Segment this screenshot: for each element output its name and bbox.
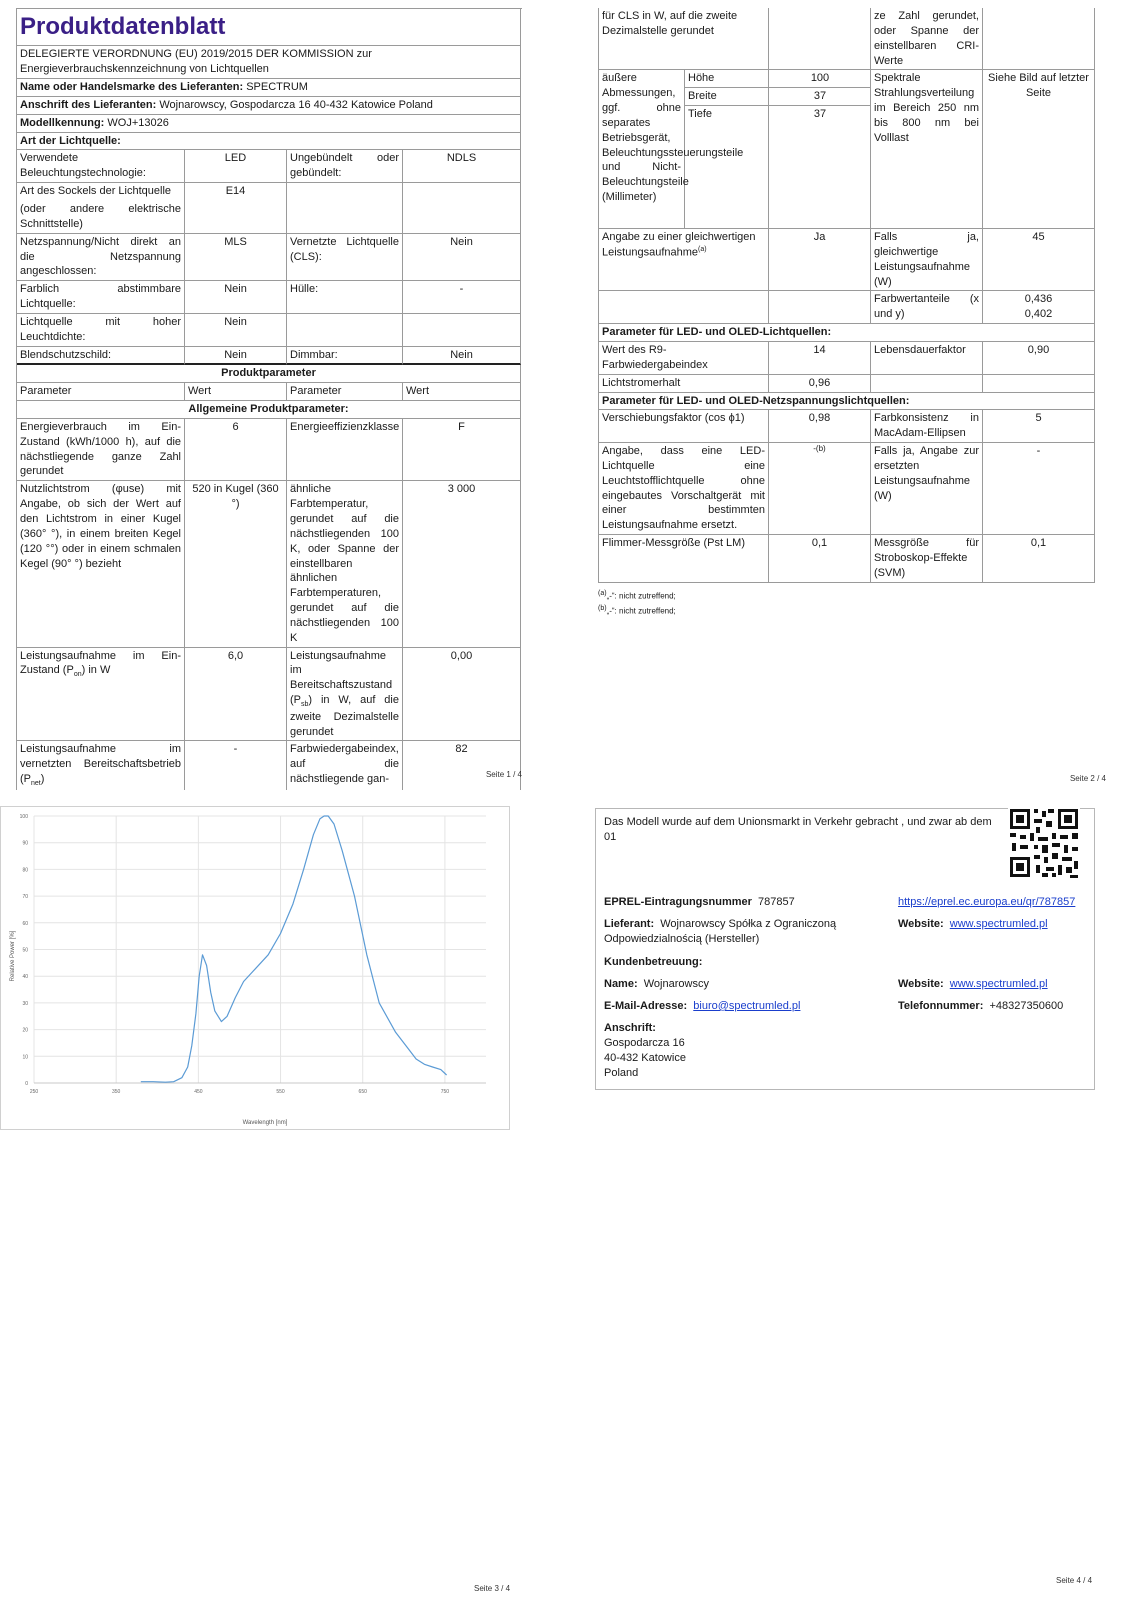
x-tick-label: 350: [112, 1089, 121, 1095]
bundled-label: Ungebündelt oder gebündelt:: [287, 150, 403, 183]
width-value: 37: [769, 88, 871, 106]
flicker-label: Flimmer-Messgröße (Pst LM): [599, 535, 769, 583]
footnote-b: [598, 604, 1106, 617]
lifetime-value: 0,90: [983, 342, 1095, 375]
footnote-a-mark: (a): [598, 589, 607, 597]
eprel-label: EPREL-Eintragungsnummer: [604, 896, 752, 908]
empty-cell: [983, 375, 1095, 393]
mains-label: Netzspannung/Nicht direkt an die Netzspannung angeschlossen:: [17, 234, 185, 282]
chromaticity-x: 0,436: [1024, 293, 1053, 306]
flicker-value: 0,1: [769, 535, 871, 583]
empty-cell: [983, 8, 1095, 70]
spectral-label: Spektrale Strahlungsverteilung im Bereich 250 nm bis 800 nm bei Volllast: [871, 70, 983, 229]
phone-label: Telefonnummer:: [898, 1000, 984, 1012]
address-line-3: Poland: [604, 1066, 639, 1079]
qr-code-icon: [1008, 807, 1080, 879]
x-tick-label: 650: [358, 1089, 367, 1095]
shell-label: Hülle:: [287, 281, 403, 314]
cct-value: 3 000: [403, 481, 521, 647]
width-label: Breite: [685, 88, 769, 106]
socket-label: [17, 183, 185, 234]
header-value: Wert: [185, 383, 287, 401]
equivalent-power-label: [599, 229, 769, 291]
eprel-link[interactable]: https://eprel.ec.europa.eu/qr/787857: [898, 896, 1076, 908]
y-tick-label: 60: [22, 920, 28, 927]
equivalent-power-text: Angabe zu einer gleichwertigen Leistungsaufnahme: [602, 231, 756, 259]
pnet-text: Leistungsaufnahme im vernetzten Bereitschaftsbetrieb (P: [20, 743, 181, 786]
model-row: [17, 115, 521, 133]
height-value: 100: [769, 70, 871, 88]
page-2: [598, 8, 1106, 783]
chromaticity-y: 0,402: [1024, 308, 1053, 321]
displacement-factor-value: 0,98: [769, 410, 871, 443]
replacement-power-value: -: [983, 443, 1095, 535]
y-axis-label: Relative Power [%]: [10, 930, 16, 982]
flux-label: Nutzlichtstrom (φuse) mit Angabe, ob sich der Wert auf den Lichtstrom in einer Kugel (360° °), in einem breiten Kegel (120 °°) oder in einem schmalen Kegel (90° °) bezieht: [17, 481, 185, 647]
y-tick-label: 20: [22, 1027, 28, 1034]
header-parameter: Parameter: [17, 383, 185, 401]
depth-value: 37: [813, 108, 827, 121]
footnote-a: [598, 589, 1106, 602]
stroboscopic-value: 0,1: [983, 535, 1095, 583]
footnote-b-text: „-“: nicht zutreffend;: [606, 606, 676, 616]
website2-link[interactable]: www.spectrumled.pl: [949, 978, 1048, 990]
website-link[interactable]: www.spectrumled.pl: [949, 918, 1048, 930]
y-tick-label: 10: [22, 1054, 28, 1061]
chart-border: [1, 807, 510, 1130]
customer-service-heading: Kundenbetreuung:: [604, 956, 703, 968]
x-tick-label: 750: [440, 1089, 450, 1095]
y-tick-label: 70: [22, 894, 28, 901]
empty-cell: [403, 183, 521, 234]
supplier-label: Lieferant:: [604, 918, 655, 930]
phone-value: +48327350600: [989, 1000, 1064, 1012]
displacement-factor-label: Verschiebungsfaktor (cos ϕ1): [599, 410, 769, 443]
pon-text: Leistungsaufnahme im Ein-Zustand (P: [20, 649, 181, 677]
model-value: WOJ+13026: [107, 116, 169, 129]
phone-row: [898, 999, 1063, 1014]
macadam-label: Farbkonsistenz in MacAdam-Ellipsen: [871, 410, 983, 443]
psb-label: [287, 648, 403, 742]
cri-value: 82: [403, 741, 521, 789]
dimensions-label: äußere Abmessungen, ggf. ohne separates Betriebsgerät, Beleuchtungssteuerungsteile und Nicht-Beleuchtungsteile (Millimeter): [599, 70, 685, 229]
psb-text: Leistungsaufnahme im Bereitschaftszustand (P: [290, 649, 393, 707]
equivalent-power-watt-label: Falls ja, gleichwertige Leistungsaufnahme (W): [871, 229, 983, 291]
glare-value: Nein: [185, 347, 287, 366]
pon-text-2: ) in W: [81, 664, 111, 677]
empty-cell: [769, 8, 871, 70]
energy-class-label: Energieeffizienzklasse: [287, 419, 403, 481]
product-parameters-heading: Produktparameter: [17, 365, 521, 383]
psb-subscript: sb: [301, 701, 309, 709]
pnet-text-2: ): [40, 773, 45, 786]
replacement-value: -(b): [769, 443, 871, 535]
chromaticity-value: [983, 291, 1095, 324]
model-label: Modellkennung:: [20, 116, 105, 129]
x-axis-label: Wavelength [nm]: [242, 1120, 288, 1126]
page-4: [595, 808, 1105, 1098]
replacement-label: Angabe, dass eine LED-Lichtquelle eine Leuchtstofflichtquelle ohne eingebautes Vorschaltgerät mit einer bestimmten Leistungsaufnahme ersetzt.: [599, 443, 769, 535]
pnet-label: [17, 741, 185, 789]
psb-text-2: ) in W, auf die zweite Dezimalstelle gerundet: [290, 694, 399, 738]
supplier-value: Wojnarowscy Spółka z Ograniczoną Odpowiedzialnością (Hersteller): [604, 918, 837, 945]
r9-value: 14: [769, 342, 871, 375]
lifetime-label: Lebensdauerfaktor: [871, 342, 983, 375]
x-tick-label: 450: [194, 1089, 203, 1095]
tech-label: Verwendete Beleuchtungstechnologie:: [17, 150, 185, 183]
y-tick-label: 50: [22, 947, 28, 954]
psb-value: 0,00: [403, 648, 521, 742]
chromaticity-label: Farbwertanteile (x und y): [871, 291, 983, 324]
pon-value: 6,0: [185, 648, 287, 742]
lumen-maintenance-value: 0,96: [769, 375, 871, 393]
supplier-label: Name oder Handelsmarke des Lieferanten:: [20, 81, 244, 94]
energy-value: 6: [185, 419, 287, 481]
address-row: [17, 97, 521, 115]
empty-cell: [403, 314, 521, 347]
supplier-row: [17, 79, 521, 97]
dimensions-values: [685, 70, 871, 229]
stroboscopic-label: Messgröße für Stroboskop-Effekte (SVM): [871, 535, 983, 583]
tech-value: LED: [185, 150, 287, 183]
energy-label: Energieverbrauch im Ein-Zustand (kWh/1000 h), auf die nächstliegende ganze Zahl gerundet: [17, 419, 185, 481]
high-luminance-label: Lichtquelle mit hoher Leuchtdichte:: [17, 314, 185, 347]
empty-cell: [599, 291, 769, 324]
market-date: Das Modell wurde auf dem Unionsmarkt in Verkehr gebracht , und zwar ab dem 01: [604, 816, 992, 843]
product-datasheet-table: [16, 8, 522, 790]
equivalent-power-value: Ja: [769, 229, 871, 291]
supplier-row: [604, 917, 894, 947]
y-tick-label: 80: [22, 867, 28, 874]
r9-label: Wert des R9-Farbwiedergabeindex: [599, 342, 769, 375]
mains-led-parameters-heading: Parameter für LED- und OLED-Netzspannungslichtquellen:: [599, 393, 1095, 411]
regulation-text: DELEGIERTE VERORDNUNG (EU) 2019/2015 DER KOMMISSION zur Energieverbrauchskennzeichnung von Lichtquellen: [17, 46, 521, 79]
address-label: Anschrift des Lieferanten:: [20, 98, 157, 111]
page-number-1: Seite 1 / 4: [485, 770, 522, 779]
cct-label: ähnliche Farbtemperatur, gerundet auf die nächstliegenden 100 K, oder Spanne der einstellbaren ähnlichen Farbtemperaturen, gerundet auf die nächstliegenden 100 K: [287, 481, 403, 647]
website2-row: [898, 977, 1048, 992]
address-value: Wojnarowscy, Gospodarcza 16 40-432 Katowice Poland: [159, 98, 433, 111]
empty-cell: [287, 314, 403, 347]
spectral-distribution-chart: [0, 806, 510, 1130]
dimmable-value: Nein: [403, 347, 521, 366]
website-label: Website:: [898, 918, 944, 930]
y-tick-label: 100: [19, 814, 28, 820]
page-3: [0, 806, 510, 1130]
led-parameters-heading: Parameter für LED- und OLED-Lichtquellen:: [599, 324, 1095, 342]
cls-value: Nein: [403, 234, 521, 282]
contact-box: [595, 808, 1095, 1090]
socket-value: E14: [185, 183, 287, 234]
lumen-maintenance-label: Lichtstromerhalt: [599, 375, 769, 393]
email-label: E-Mail-Adresse:: [604, 1000, 688, 1012]
shell-value: -: [403, 281, 521, 314]
color-tunable-value: Nein: [185, 281, 287, 314]
footnotes: [598, 589, 1106, 618]
empty-cell: [769, 291, 871, 324]
page-number-4: Seite 4 / 4: [1056, 1576, 1093, 1585]
empty-cell: [287, 183, 403, 234]
address-line-1: Gospodarcza 16: [604, 1036, 685, 1049]
pnet-subscript: net: [31, 780, 41, 788]
glare-label: Blendschutzschild:: [17, 347, 185, 366]
page-number-3: Seite 3 / 4: [474, 1584, 511, 1593]
high-luminance-value: Nein: [185, 314, 287, 347]
cri-continued-label: ze Zahl gerundet, oder Spanne der einstellbaren CRI-Werte: [871, 8, 983, 70]
header-value-2: Wert: [403, 383, 521, 401]
product-datasheet-table-2: [598, 8, 1106, 583]
x-tick-label: 550: [276, 1089, 285, 1095]
cri-label: Farbwiedergabeindex, auf die nächstliegende gan-: [287, 741, 403, 789]
y-tick-label: 40: [22, 974, 28, 981]
y-tick-label: 30: [22, 1000, 28, 1007]
address-line-2: 40-432 Katowice: [604, 1051, 686, 1064]
energy-class-value: F: [403, 419, 521, 481]
eprel-number: 787857: [758, 896, 795, 908]
empty-cell: [871, 375, 983, 393]
replacement-power-label: Falls ja, Angabe zur ersetzten Leistungsaufnahme (W): [871, 443, 983, 535]
equivalent-power-watt-value: 45: [983, 229, 1095, 291]
y-tick-label: 90: [22, 840, 28, 847]
flux-value: 520 in Kugel (360 °): [185, 481, 287, 647]
socket-label-2: (oder andere elektrische Schnittstelle): [20, 202, 181, 230]
email-link[interactable]: biuro@spectrumled.pl: [693, 1000, 801, 1012]
website2-label: Website:: [898, 978, 944, 990]
pnet-value: -: [185, 741, 287, 789]
cls-label: Vernetzte Lichtquelle (CLS):: [287, 234, 403, 282]
color-tunable-label: Farblich abstimmbare Lichtquelle:: [17, 281, 185, 314]
supplier-value: SPECTRUM: [246, 81, 308, 94]
pon-label: [17, 648, 185, 742]
header-parameter-2: Parameter: [287, 383, 403, 401]
address-block: [604, 1021, 1086, 1080]
general-parameters-heading: Allgemeine Produktparameter:: [17, 401, 521, 419]
name-value: Wojnarowscy: [643, 978, 709, 990]
y-tick-label: 0: [25, 1081, 28, 1087]
name-label: Name:: [604, 978, 638, 990]
page-number-2: Seite 2 / 4: [1069, 774, 1106, 783]
socket-label-1: Art des Sockels der Lichtquelle: [20, 185, 172, 198]
address-label: Anschrift:: [604, 1022, 656, 1034]
depth-label: Tiefe: [685, 106, 769, 228]
page-1: [16, 8, 522, 788]
cls-continued-label: für CLS in W, auf die zweite Dezimalstelle gerundet: [599, 8, 769, 70]
mains-value: MLS: [185, 234, 287, 282]
bundled-value: NDLS: [403, 150, 521, 183]
pon-subscript: on: [73, 671, 82, 679]
height-label: Höhe: [685, 70, 769, 88]
light-source-type-heading: Art der Lichtquelle:: [17, 133, 521, 151]
dimmable-label: Dimmbar:: [287, 347, 403, 366]
page-title: Produktdatenblatt: [17, 9, 521, 46]
footnote-a-ref: (a): [698, 245, 707, 253]
footnote-a-text: „-“: nicht zutreffend;: [606, 591, 676, 601]
spectral-value: Siehe Bild auf letzter Seite: [983, 70, 1095, 229]
macadam-value: 5: [983, 410, 1095, 443]
website-row: [898, 917, 1048, 932]
footnote-b-mark: (b): [598, 605, 607, 613]
x-tick-label: 250: [29, 1089, 39, 1095]
